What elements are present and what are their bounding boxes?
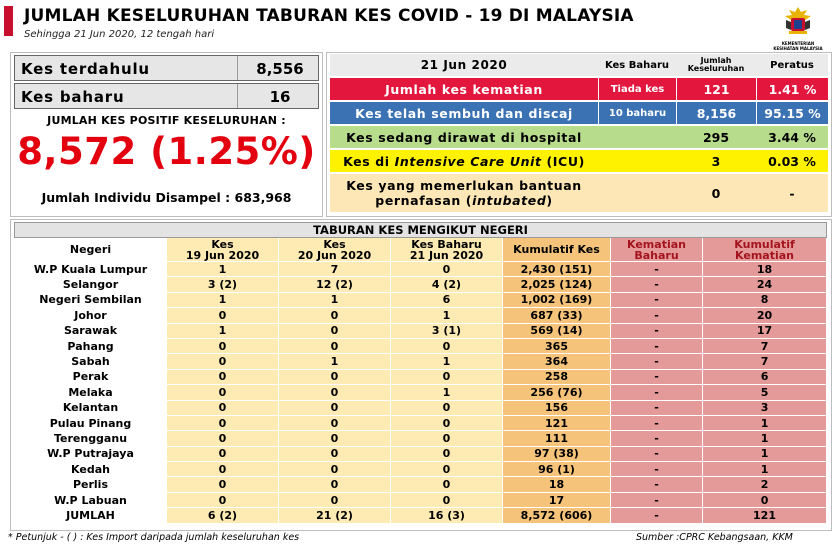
table-cell: 0 [167, 477, 279, 492]
table-cell: - [611, 354, 703, 369]
column-header [703, 238, 827, 262]
table-row [15, 492, 827, 507]
table-row [15, 446, 827, 461]
table-cell: 0 [391, 462, 503, 477]
state-name-cell: Pahang [15, 338, 167, 353]
table-cell: 1 [279, 292, 391, 307]
intubated-line2-pre: pernafasan ( [375, 193, 473, 208]
table-cell: 0 [391, 400, 503, 415]
table-cell: 97 (38) [503, 446, 611, 461]
state-name-cell: Selangor [15, 277, 167, 292]
state-name-cell: Pulau Pinang [15, 415, 167, 430]
summary-date: 21 Jun 2020 [420, 58, 508, 72]
hospital-label: Kes sedang dirawat di hospital [346, 129, 582, 145]
state-table-title: TABURAN KES MENGIKUT NEGERI [15, 223, 827, 238]
table-cell: 2,025 (124) [503, 277, 611, 292]
table-row [15, 477, 827, 492]
column-header-line: Kematian [627, 237, 686, 251]
table-cell: 0 [167, 369, 279, 384]
kes-baharu-label: Kes baharu [21, 88, 125, 106]
intubated-baharu [598, 174, 676, 212]
table-cell: 3 (2) [167, 277, 279, 292]
table-cell: 0 [279, 431, 391, 446]
table-cell: 6 (2) [167, 508, 279, 523]
page-title: JUMLAH KESELURUHAN TABURAN KES COVID - 19 DI MALAYSIA [24, 6, 634, 26]
table-cell: - [611, 369, 703, 384]
table-row [15, 508, 827, 523]
table-row [15, 323, 827, 338]
kematian-label: Jumlah kes kematian [385, 81, 543, 97]
table-cell: - [611, 477, 703, 492]
column-header [15, 238, 167, 262]
table-row [15, 385, 827, 400]
table-cell: 0 [167, 308, 279, 323]
table-row [15, 308, 827, 323]
positif-value: 8,572 (1.25%) [17, 130, 316, 173]
column-header-line: Baharu [634, 248, 679, 262]
column-header [503, 238, 611, 262]
table-cell: 6 [703, 369, 827, 384]
table-cell: 7 [703, 354, 827, 369]
table-row [15, 277, 827, 292]
sembuh-peratus: 95.15 % [756, 102, 828, 124]
state-name-cell: W.P Putrajaya [15, 446, 167, 461]
state-name-cell: Kedah [15, 462, 167, 477]
state-name-cell: Kelantan [15, 400, 167, 415]
table-row [15, 354, 827, 369]
table-cell: - [611, 462, 703, 477]
table-cell: 0 [391, 492, 503, 507]
state-name-cell: Johor [15, 308, 167, 323]
table-cell: - [611, 431, 703, 446]
table-cell: - [611, 262, 703, 277]
state-name-cell: Melaka [15, 385, 167, 400]
table-cell: 1 [391, 308, 503, 323]
table-cell: 0 [279, 338, 391, 353]
hospital-baharu [598, 126, 676, 148]
column-header-line: Kematian [735, 248, 794, 262]
table-cell: 4 (2) [391, 277, 503, 292]
table-cell: 0 [279, 323, 391, 338]
table-cell: 1 [703, 431, 827, 446]
kematian-peratus: 1.41 % [756, 78, 828, 100]
logo-text: KEMENTERIAN KESIHATAN MALAYSIA [773, 41, 823, 51]
table-cell: 96 (1) [503, 462, 611, 477]
coat-of-arms-icon [781, 6, 815, 36]
column-header-line: Kes [323, 237, 346, 251]
table-cell: - [611, 508, 703, 523]
table-cell: 18 [503, 477, 611, 492]
table-cell: - [611, 385, 703, 400]
table-cell: - [611, 492, 703, 507]
icu-label-italic: Intensive Care Unit [394, 153, 542, 169]
table-cell: 1 [167, 323, 279, 338]
sampel-text: Jumlah Individu Disampel : 683,968 [41, 190, 292, 205]
table-cell: 0 [391, 262, 503, 277]
table-cell: 364 [503, 354, 611, 369]
summary-row-hospital [330, 126, 828, 148]
kes-terdahulu-value: 8,556 [256, 60, 304, 78]
state-name-cell: Sabah [15, 354, 167, 369]
table-cell: 0 [167, 354, 279, 369]
summary-col-jumlah: Jumlah Keseluruhan [687, 56, 745, 73]
intubated-peratus: - [789, 185, 795, 201]
table-cell: 8,572 (606) [503, 508, 611, 523]
kematian-jumlah: 121 [676, 78, 756, 100]
table-cell: 0 [167, 338, 279, 353]
hospital-peratus: 3.44 % [768, 129, 816, 145]
table-row [15, 415, 827, 430]
table-cell: 2 [703, 477, 827, 492]
kes-baharu-row [14, 83, 319, 109]
table-cell: 16 (3) [391, 508, 503, 523]
table-cell: - [611, 292, 703, 307]
table-row [15, 338, 827, 353]
table-row [15, 400, 827, 415]
summary-row-intubated [330, 174, 828, 212]
state-name-cell: Negeri Sembilan [15, 292, 167, 307]
table-row [15, 292, 827, 307]
table-cell: 0 [279, 308, 391, 323]
hospital-jumlah: 295 [702, 129, 730, 145]
table-cell: 365 [503, 338, 611, 353]
summary-col-peratus: Peratus [770, 59, 814, 71]
table-cell: 12 (2) [279, 277, 391, 292]
state-table-body [15, 262, 827, 524]
state-name-cell: W.P Kuala Lumpur [15, 262, 167, 277]
table-row [15, 462, 827, 477]
table-cell: 156 [503, 400, 611, 415]
table-cell: 0 [279, 492, 391, 507]
table-cell: 17 [703, 323, 827, 338]
summary-row-kematian [330, 78, 828, 100]
table-cell: 8 [703, 292, 827, 307]
state-name-cell: Sarawak [15, 323, 167, 338]
table-cell: - [611, 400, 703, 415]
kematian-baharu: Tiada kes [598, 78, 676, 100]
table-cell: 1 [167, 262, 279, 277]
state-name-cell: JUMLAH [15, 508, 167, 523]
kes-terdahulu-label: Kes terdahulu [21, 60, 150, 78]
table-cell: 121 [703, 508, 827, 523]
header-accent-bar [4, 6, 13, 36]
sembuh-label: Kes telah sembuh dan discaj [355, 105, 573, 121]
column-header-line: 20 Jun 2020 [297, 248, 372, 262]
column-header-line: Kumulatif [734, 237, 795, 251]
column-header-line: 19 Jun 2020 [185, 248, 260, 262]
intubated-label-line2 [375, 193, 552, 208]
positif-label: JUMLAH KES POSITIF KESELURUHAN : [47, 114, 286, 127]
table-cell: 6 [391, 292, 503, 307]
table-cell: - [611, 415, 703, 430]
table-row [15, 262, 827, 277]
table-cell: 256 (76) [503, 385, 611, 400]
table-cell: 18 [703, 262, 827, 277]
summary-row-sembuh [330, 102, 828, 124]
intubated-jumlah: 0 [711, 185, 721, 201]
table-cell: 0 [279, 415, 391, 430]
table-cell: 0 [279, 400, 391, 415]
summary-row-icu [330, 150, 828, 172]
icu-label-pre: Kes di [343, 153, 395, 169]
sembuh-baharu: 10 baharu [598, 102, 676, 124]
icu-peratus: 0.03 % [768, 153, 816, 169]
kkm-logo [772, 6, 824, 51]
state-name-cell: Perak [15, 369, 167, 384]
table-cell: 0 [391, 415, 503, 430]
intubated-line2-post: ) [546, 193, 553, 208]
table-cell: 3 [703, 400, 827, 415]
source-note: Sumber :CPRC Kebangsaan, KKM [636, 532, 793, 543]
table-cell: 0 [167, 415, 279, 430]
table-cell: 0 [167, 400, 279, 415]
table-cell: 7 [703, 338, 827, 353]
table-cell: 0 [391, 477, 503, 492]
icu-label [330, 150, 598, 172]
state-table [14, 222, 827, 524]
table-cell: 0 [703, 492, 827, 507]
state-name-cell: W.P Labuan [15, 492, 167, 507]
table-cell: 1 [391, 354, 503, 369]
table-cell: 0 [167, 446, 279, 461]
column-header-line: Kumulatif Kes [513, 243, 600, 256]
table-cell: 3 (1) [391, 323, 503, 338]
table-cell: 5 [703, 385, 827, 400]
intubated-label [330, 174, 598, 212]
table-cell: 1 [703, 446, 827, 461]
table-row [15, 369, 827, 384]
table-cell: 121 [503, 415, 611, 430]
state-name-cell: Terengganu [15, 431, 167, 446]
table-cell: 0 [167, 385, 279, 400]
table-cell: 0 [391, 446, 503, 461]
table-cell: 0 [279, 462, 391, 477]
table-cell: 1,002 (169) [503, 292, 611, 307]
table-cell: 0 [167, 462, 279, 477]
table-cell: 0 [279, 369, 391, 384]
column-header [611, 238, 703, 262]
table-cell: 17 [503, 492, 611, 507]
table-row [15, 431, 827, 446]
table-cell: 258 [503, 369, 611, 384]
summary-header [330, 54, 828, 76]
footnote: * Petunjuk - ( ) : Kes Import daripada jumlah keseluruhan kes [8, 532, 300, 543]
table-cell: 0 [279, 385, 391, 400]
table-cell: - [611, 446, 703, 461]
state-table-header [15, 238, 827, 262]
column-header [279, 238, 391, 262]
table-cell: 7 [279, 262, 391, 277]
page-subtitle: Sehingga 21 Jun 2020, 12 tengah hari [24, 29, 215, 40]
column-header-line: Kes Baharu [411, 237, 482, 251]
kes-terdahulu-row [14, 55, 319, 81]
table-cell: - [611, 323, 703, 338]
table-cell: 21 (2) [279, 508, 391, 523]
kes-baharu-value: 16 [269, 88, 291, 106]
table-cell: 1 [167, 292, 279, 307]
sembuh-jumlah: 8,156 [676, 102, 756, 124]
column-header [167, 238, 279, 262]
table-cell: 569 (14) [503, 323, 611, 338]
table-cell: 0 [391, 369, 503, 384]
table-cell: 0 [391, 431, 503, 446]
table-cell: 0 [279, 446, 391, 461]
icu-baharu [598, 150, 676, 172]
icu-jumlah: 3 [711, 153, 721, 169]
table-cell: - [611, 308, 703, 323]
table-cell: 0 [391, 338, 503, 353]
table-cell: 0 [167, 431, 279, 446]
state-name-cell: Perlis [15, 477, 167, 492]
column-header-line: Kes [211, 237, 234, 251]
table-cell: 20 [703, 308, 827, 323]
table-cell: 1 [279, 354, 391, 369]
table-cell: 2,430 (151) [503, 262, 611, 277]
column-header [391, 238, 503, 262]
table-cell: 687 (33) [503, 308, 611, 323]
table-cell: - [611, 277, 703, 292]
icu-label-post: (ICU) [541, 153, 585, 169]
table-cell: 111 [503, 431, 611, 446]
column-header-line: Negeri [69, 243, 112, 256]
table-cell: 24 [703, 277, 827, 292]
intubated-label-line1: Kes yang memerlukan bantuan [346, 178, 582, 193]
table-cell: 0 [279, 477, 391, 492]
table-cell: 1 [703, 462, 827, 477]
intubated-line2-italic: intubated [472, 193, 547, 208]
summary-col-baharu: Kes Baharu [604, 59, 670, 71]
table-cell: - [611, 338, 703, 353]
column-header-line: 21 Jun 2020 [409, 248, 484, 262]
table-cell: 0 [167, 492, 279, 507]
table-cell: 1 [703, 415, 827, 430]
table-cell: 1 [391, 385, 503, 400]
